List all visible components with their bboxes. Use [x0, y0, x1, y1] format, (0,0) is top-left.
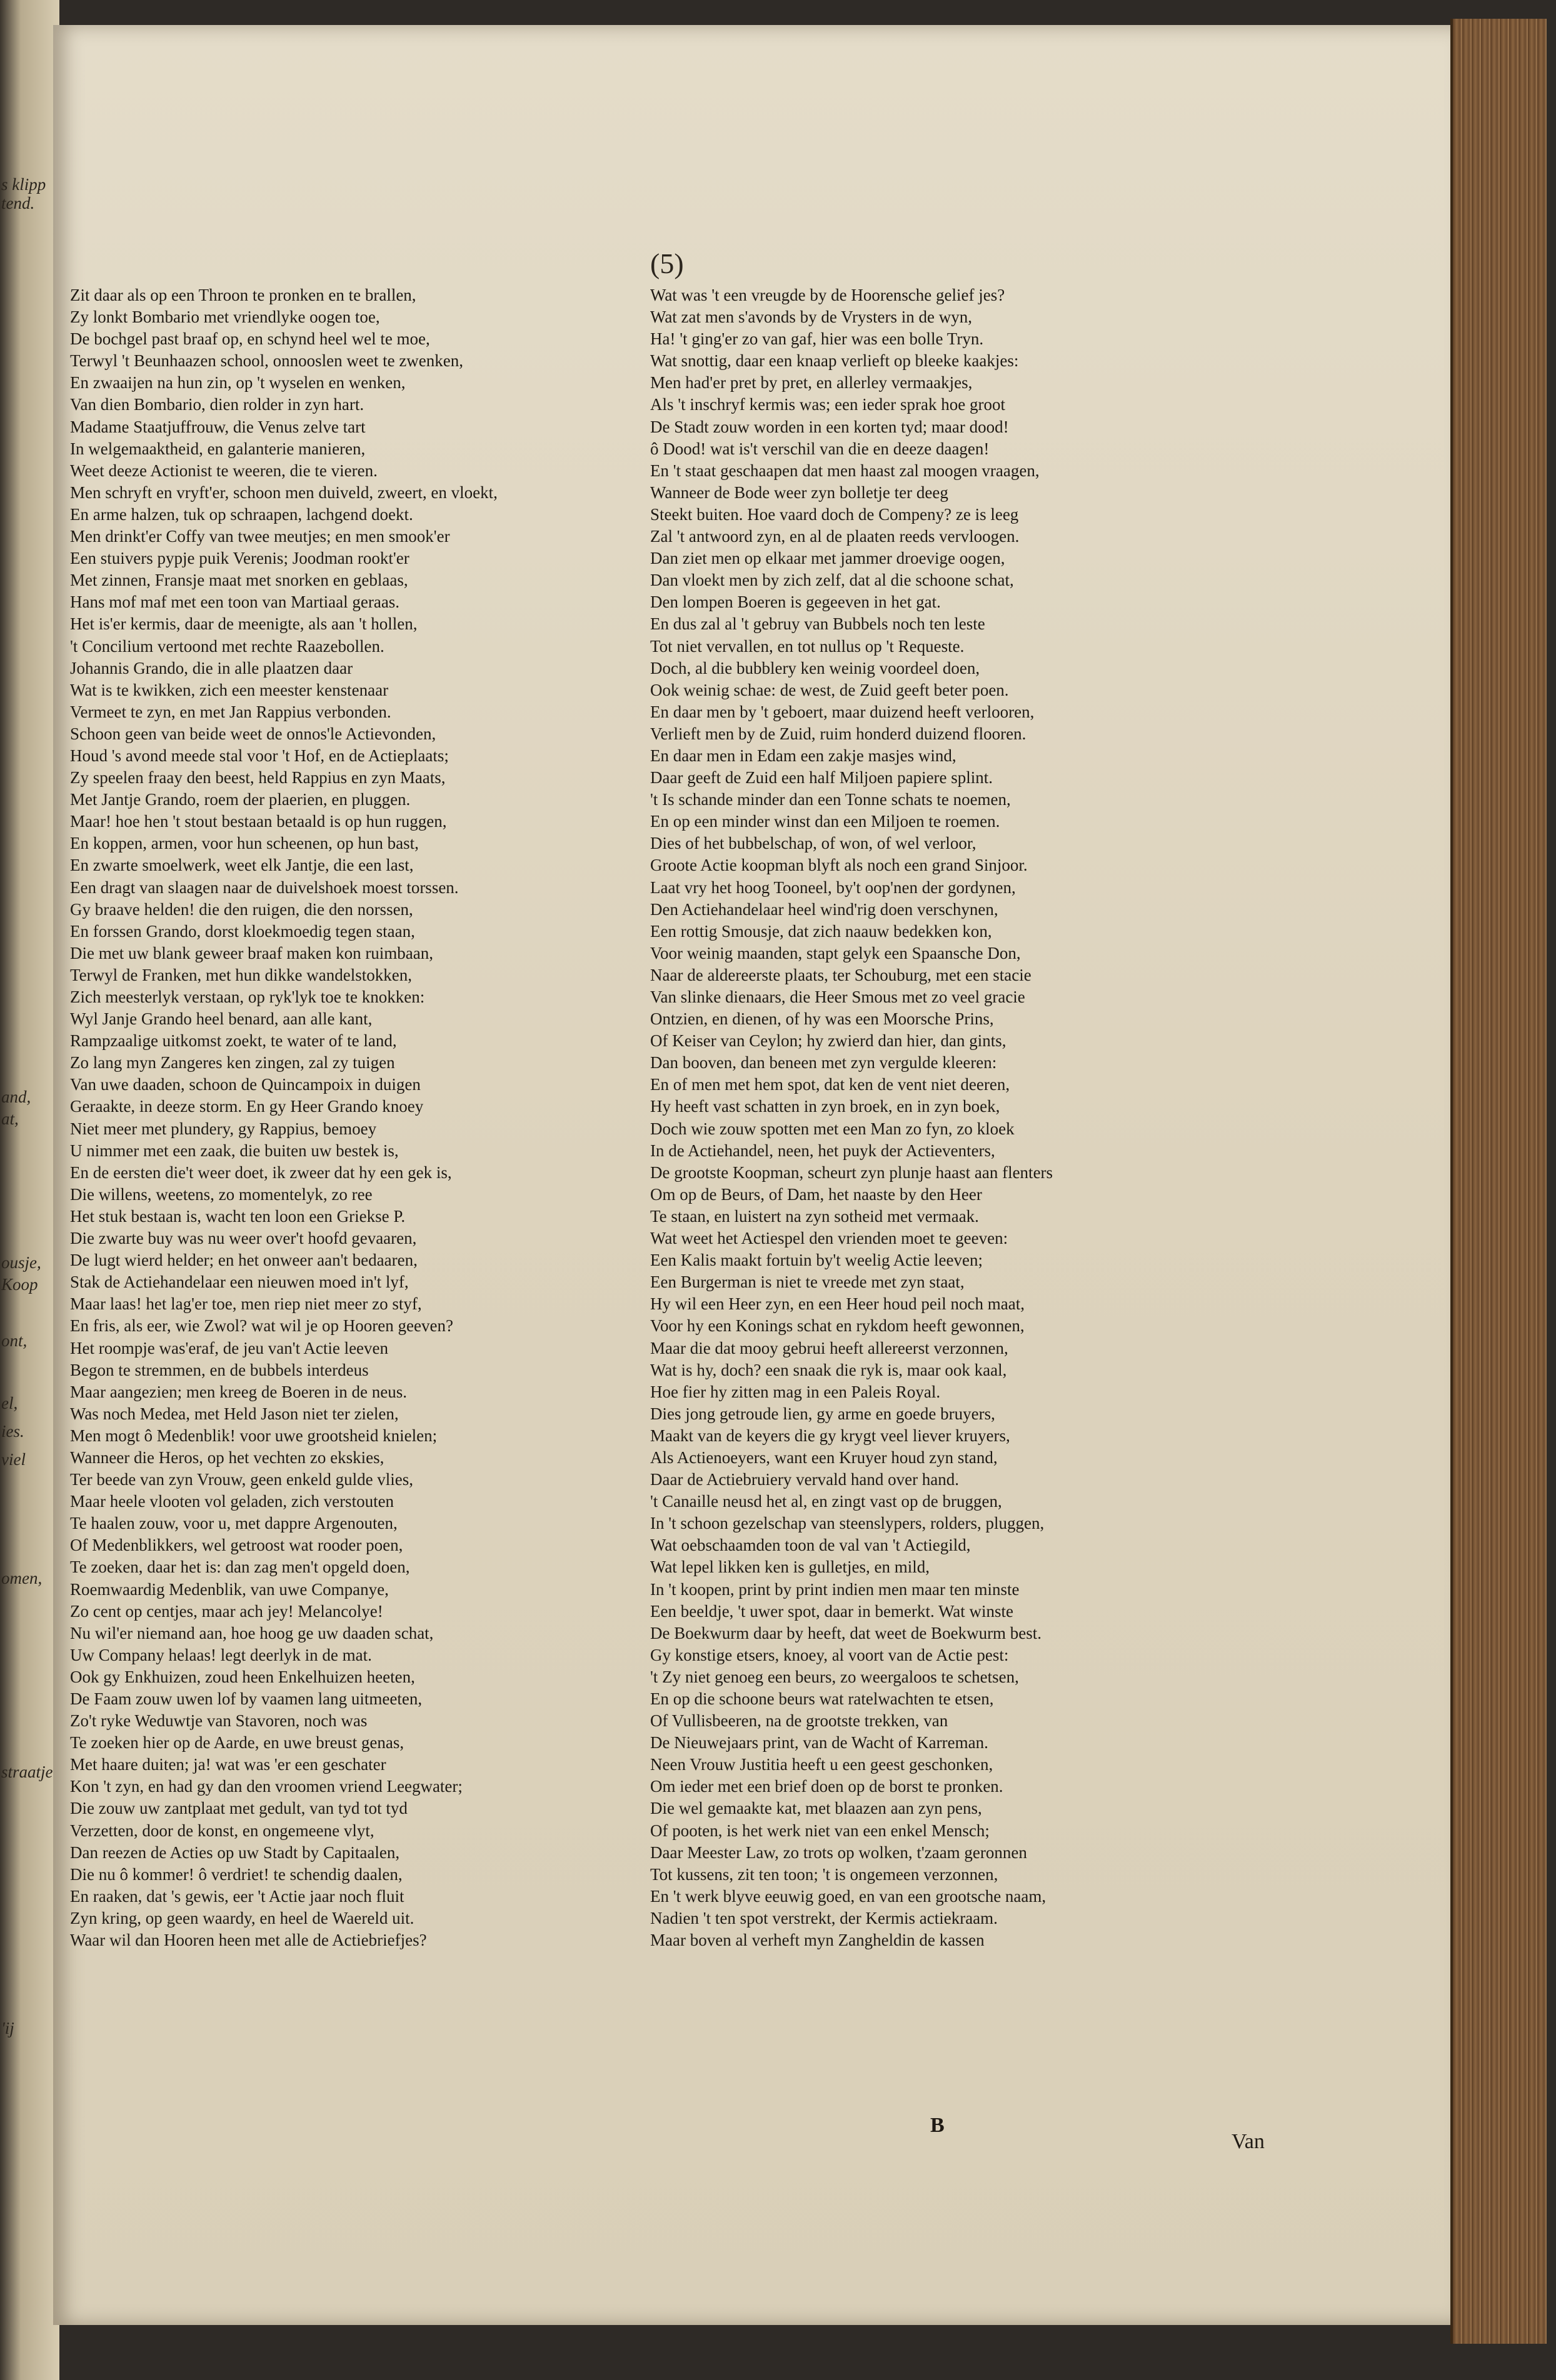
verse-line: Tot niet vervallen, en tot nullus op 't Requeste. — [650, 636, 965, 656]
verse-line: Kon 't zyn, en had gy dan den vroomen vriend Leegwater; — [70, 1777, 463, 1796]
verse-line: Die willens, weetens, zo momentelyk, zo ree — [70, 1184, 373, 1204]
verse-line: En raaken, dat 's gewis, eer 't Actie jaar noch fluit — [70, 1886, 404, 1906]
verse-line: Wat weet het Actiespel den vrienden moet te geeven: — [650, 1229, 1008, 1248]
verse-line: Nu wil'er niemand aan, hoe hoog ge uw daaden schat, — [70, 1623, 434, 1642]
verse-line: Doch wie zouw spotten met een Man zo fyn, zo kloek — [650, 1119, 1015, 1138]
left-text-column — [70, 284, 689, 1951]
left-page-fragment: straatje — [1, 1762, 53, 1781]
verse-line: Zy lonkt Bombario met vriendlyke oogen toe, — [70, 308, 380, 327]
verse-line: En op die schoone beurs wat ratelwachten te etsen, — [650, 1689, 994, 1708]
verse-line: Of Keiser van Ceylon; hy zwierd dan hier, dan gints, — [650, 1031, 1006, 1051]
verse-line: Een rottig Smousje, dat zich naauw bedekken kon, — [650, 921, 992, 941]
verse-line: Dies of het bubbelschap, of won, of wel verloor, — [650, 834, 976, 853]
verse-line: Neen Vrouw Justitia heeft u een geest geschonken, — [650, 1755, 993, 1774]
verse-line: Om op de Beurs, of Dam, het naaste by den Heer — [650, 1184, 982, 1204]
left-page-fragment: s klipp — [1, 175, 46, 194]
verse-line: Maar! hoe hen 't stout bestaan betaald is op hun ruggen, — [70, 812, 447, 831]
verse-line: Hy wil een Heer zyn, en een Heer houd peil noch maat, — [650, 1294, 1025, 1314]
verse-line: Dan ziet men op elkaar met jammer droevige oogen, — [650, 549, 1005, 568]
verse-line: Wat is te kwikken, zich een meester kenstenaar — [70, 680, 389, 699]
verse-line: Of Medenblikkers, wel getroost wat rooder poen, — [70, 1536, 403, 1555]
verse-line: U nimmer met een zaak, die buiten uw bestek is, — [70, 1141, 399, 1160]
verse-line: En daar men by 't geboert, maar duizend heeft verlooren, — [650, 702, 1035, 721]
verse-line: Het stuk bestaan is, wacht ten loon een Griekse P. — [70, 1206, 406, 1226]
verse-line: Uw Company helaas! legt deerlyk in de mat. — [70, 1645, 372, 1664]
verse-line: Een dragt van slaagen naar de duivelshoek moest torssen. — [70, 878, 459, 897]
verse-line: Wat was 't een vreugde by de Hoorensche gelief jes? — [650, 286, 1005, 304]
verse-line: Te zoeken hier op de Aarde, en uwe breust genas, — [70, 1733, 404, 1752]
verse-line: Tot kussens, zit ten toon; 't is ongemeen verzonnen, — [650, 1864, 998, 1884]
verse-line: En 't werk blyve eeuwig goed, en van een grootsche naam, — [650, 1886, 1047, 1906]
verse-line: Wat oebschaamden toon de val van 't Actiegild, — [650, 1536, 971, 1555]
verse-line: 't Zy niet genoeg een beurs, zo weergaloos te schetsen, — [650, 1667, 1019, 1686]
verse-line: Zal 't antwoord zyn, en al de plaaten reeds vervloogen. — [650, 527, 1020, 546]
verse-line: Wat snottig, daar een knaap verlieft op bleeke kaakjes: — [650, 351, 1019, 371]
verse-line: Groote Actie koopman blyft als noch een grand Sinjoor. — [650, 856, 1028, 875]
verse-line: De lugt wierd helder; en het onweer aan't bedaaren, — [70, 1251, 418, 1270]
verse-line: De Boekwurm daar by heeft, dat weet de Boekwurm best. — [650, 1623, 1042, 1642]
verse-line: Of pooten, is het werk niet van een enkel Mensch; — [650, 1821, 990, 1840]
verse-line: En de eersten die't weer doet, ik zweer dat hy een gek is, — [70, 1162, 452, 1182]
verse-line: Een Kalis maakt fortuin by't weelig Actie leeven; — [650, 1251, 983, 1270]
right-text-column — [650, 284, 1275, 1951]
verse-line: Men drinkt'er Coffy van twee meutjes; en men smook'er — [70, 527, 450, 546]
verse-line: Was noch Medea, met Held Jason niet ter zielen, — [70, 1404, 399, 1423]
verse-line: En of men met hem spot, dat ken de vent niet deeren, — [650, 1075, 1010, 1094]
verse-line: Laat vry het hoog Tooneel, by't oop'nen der gordynen, — [650, 878, 1016, 897]
verse-line: En forssen Grando, dorst kloekmoedig tegen staan, — [70, 921, 415, 941]
verse-line: Doch, al die bubblery ken weinig voordeel doen, — [650, 658, 980, 678]
verse-line: Als Actienoeyers, want een Kruyer houd zyn stand, — [650, 1448, 998, 1467]
signature-mark: B — [930, 2114, 945, 2137]
verse-line: Begon te stremmen, en de bubbels interdeus — [70, 1360, 369, 1379]
verse-line: Als 't inschryf kermis was; een ieder sprak hoe groot — [650, 395, 1005, 414]
verse-line: De Nieuwejaars print, van de Wacht of Karreman. — [650, 1733, 988, 1752]
verse-line: Stak de Actiehandelaar een nieuwen moed in't lyf, — [70, 1272, 409, 1292]
verse-line: Van dien Bombario, dien rolder in zyn hart. — [70, 395, 364, 414]
verse-line: Een Burgerman is niet te vreede met zyn staat, — [650, 1272, 965, 1292]
verse-line: De Faam zouw uwen lof by vaamen lang uitmeeten, — [70, 1689, 423, 1708]
verse-line: Ha! 't ging'er zo van gaf, hier was een bolle Tryn. — [650, 329, 984, 349]
verse-line: Maar laas! het lag'er toe, men riep niet meer zo styf, — [70, 1294, 422, 1314]
verse-line: Hans mof maf met een toon van Martiaal geraas. — [70, 592, 400, 612]
verse-line: Die zouw uw zantplaat met gedult, van tyd tot tyd — [70, 1799, 408, 1818]
verse-line: Rampzaalige uitkomst zoekt, te water of te land, — [70, 1031, 397, 1051]
verse-line: Zyn kring, op geen waardy, en heel de Waereld uit. — [70, 1908, 414, 1928]
catchword: Van — [1232, 2130, 1265, 2153]
verse-line: En arme halzen, tuk op schraapen, lachgend doekt. — [70, 504, 413, 524]
verse-line: Johannis Grando, die in alle plaatzen daar — [70, 658, 353, 678]
verse-line: Het roompje was'eraf, de jeu van't Actie leeven — [70, 1338, 389, 1358]
verse-line: Die met uw blank geweer braaf maken kon ruimbaan, — [70, 943, 434, 962]
verse-line: En dus zal al 't gebruy van Bubbels noch ten leste — [650, 614, 985, 634]
verse-line: Naar de aldereerste plaats, ter Schouburg, met een stacie — [650, 965, 1031, 984]
verse-line: Men schryft en vryft'er, schoon men duiveld, zweert, en vloekt, — [70, 482, 498, 502]
verse-line: Wat is hy, doch? een snaak die ryk is, maar ook kaal, — [650, 1360, 1007, 1379]
verse-line: Dies jong getroude lien, gy arme en goede bruyers, — [650, 1404, 995, 1423]
verse-line: Wat zat men s'avonds by de Vrysters in de wyn, — [650, 308, 972, 327]
page-block-edge — [1450, 19, 1547, 2344]
verse-line: Die zwarte buy was nu weer over't hoofd gevaaren, — [70, 1229, 417, 1248]
verse-line: Die nu ô kommer! ô verdriet! te schendig daalen, — [70, 1864, 403, 1884]
verse-line: Daar de Actiebruiery vervald hand over hand. — [650, 1470, 960, 1489]
verse-line: Steekt buiten. Hoe vaard doch de Compeny? ze is leeg — [650, 504, 1019, 524]
verse-line: Maar boven al verheft myn Zangheldin de kassen — [650, 1931, 985, 1950]
verse-line: En daar men in Edam een zakje masjes wind, — [650, 746, 956, 765]
verse-line: En koppen, armen, voor hun scheenen, op hun bast, — [70, 834, 419, 853]
verse-line: 't Is schande minder dan een Tonne schats te noemen, — [650, 790, 1011, 809]
verse-line: Vermeet te zyn, en met Jan Rappius verbonden. — [70, 702, 391, 721]
verse-line: Zit daar als op een Throon te pronken en te brallen, — [70, 286, 416, 304]
page-number: (5) — [650, 248, 684, 279]
verse-line: Men mogt ô Medenblik! voor uwe grootsheid knielen; — [70, 1426, 438, 1445]
verse-line: Dan vloekt men by zich zelf, dat al die schoone schat, — [650, 571, 1014, 590]
verse-line: Maar aangezien; men kreeg de Boeren in de neus. — [70, 1382, 408, 1401]
verse-line: Een stuivers pypje puik Verenis; Joodman rookt'er — [70, 549, 409, 568]
verse-line: Het is'er kermis, daar de meenigte, als aan 't hollen, — [70, 614, 418, 634]
verse-line: Gy konstige etsers, knoey, al voort van de Actie pest: — [650, 1645, 1009, 1664]
verse-line: ô Dood! wat is't verschil van die en deeze daagen! — [650, 439, 990, 458]
left-page-fragment: at, — [1, 1109, 19, 1128]
verse-line: Niet meer met plundery, gy Rappius, bemoey — [70, 1119, 377, 1138]
verse-line: Madame Staatjuffrouw, die Venus zelve tart — [70, 417, 366, 436]
verse-line: Geraakte, in deeze storm. En gy Heer Grando knoey — [70, 1097, 424, 1116]
verse-line: Te staan, en luistert na zyn sotheid met vermaak. — [650, 1206, 979, 1226]
verse-line: Een beeldje, 't uwer spot, daar in bemerkt. Wat winste — [650, 1601, 1014, 1621]
verse-line: Verzetten, door de konst, en ongemeene vlyt, — [70, 1821, 374, 1840]
verse-line: Maar heele vlooten vol geladen, zich verstouten — [70, 1492, 394, 1511]
verse-line: Zy speelen fraay den beest, held Rappius en zyn Maats, — [70, 768, 446, 788]
verse-line: Om ieder met een brief doen op de borst te pronken. — [650, 1777, 1003, 1796]
left-page-fragment: omen, — [1, 1569, 43, 1588]
verse-line: In welgemaaktheid, en galanterie manieren, — [70, 439, 366, 458]
verse-line: En fris, als eer, wie Zwol? wat wil je op Hooren geeven? — [70, 1316, 453, 1336]
verse-line: 't Canaille neusd het al, en zingt vast op de bruggen, — [650, 1492, 1002, 1511]
verse-line: Zo cent op centjes, maar ach jey! Melancolye! — [70, 1601, 383, 1621]
verse-line: In 't schoon gezelschap van steenslypers, rolders, pluggen, — [650, 1514, 1045, 1533]
verse-line: Voor weinig maanden, stapt gelyk een Spaansche Don, — [650, 943, 1021, 962]
left-page-fragment: ont, — [1, 1331, 28, 1350]
verse-line: De Stadt zouw worden in een korten tyd; maar dood! — [650, 417, 1009, 436]
verse-line: Te haalen zouw, voor u, met dappre Argenouten, — [70, 1514, 398, 1533]
left-page-fragment: ies. — [1, 1422, 24, 1441]
verse-line: Houd 's avond meede stal voor 't Hof, en de Actieplaats; — [70, 746, 449, 765]
verse-line: 't Concilium vertoond met rechte Raazebollen. — [70, 636, 384, 656]
verse-line: Schoon geen van beide weet de onnos'le Actievonden, — [70, 724, 436, 743]
verse-line: En op een minder winst dan een Miljoen te roemen. — [650, 812, 1000, 831]
verse-line: In de Actiehandel, neen, het puyk der Actieventers, — [650, 1141, 995, 1160]
verse-line: Van uwe daaden, schoon de Quincampoix in duigen — [70, 1075, 421, 1094]
verse-line: Maakt van de keyers die gy krygt veel liever kruyers, — [650, 1426, 1010, 1445]
verse-line: Of Vullisbeeren, na de grootste trekken, van — [650, 1711, 948, 1731]
verse-line: Met haare duiten; ja! wat was 'er een geschater — [70, 1755, 386, 1774]
verse-line: Met Jantje Grando, roem der plaerien, en pluggen. — [70, 790, 411, 809]
verse-line: Ontzien, en dienen, of hy was een Moorsche Prins, — [650, 1009, 994, 1029]
left-page-fragment: tend. — [1, 194, 35, 212]
verse-line: Zo lang myn Zangeres ken zingen, zal zy tuigen — [70, 1053, 395, 1072]
verse-line: Hy heeft vast schatten in zyn broek, en in zyn boek, — [650, 1097, 1000, 1116]
verse-line: Wanneer de Bode weer zyn bolletje ter deeg — [650, 482, 948, 502]
verse-line: Wyl Janje Grando heel benard, aan alle kant, — [70, 1009, 373, 1029]
verse-line: Ook gy Enkhuizen, zoud heen Enkelhuizen heeten, — [70, 1667, 415, 1686]
verse-line: Dan booven, dan beneen met zyn vergulde kleeren: — [650, 1053, 997, 1072]
verse-line: Ter beede van zyn Vrouw, geen enkeld gulde vlies, — [70, 1470, 414, 1489]
verse-line: Den Actiehandelaar heel wind'rig doen verschynen, — [650, 899, 998, 919]
verse-line: En zwarte smoelwerk, weet elk Jantje, die een last, — [70, 856, 414, 875]
verse-line: Roemwaardig Medenblik, van uwe Companye, — [70, 1579, 389, 1599]
verse-line: En zwaaijen na hun zin, op 't wyselen en wenken, — [70, 373, 406, 392]
verse-line: Den lompen Boeren is gegeeven in het gat. — [650, 592, 941, 612]
verse-line: Daar Meester Law, zo trots op wolken, t'zaam geronnen — [650, 1842, 1027, 1862]
verse-line: Gy braave helden! die den ruigen, die den norssen, — [70, 899, 413, 919]
left-page-fragment: el, — [1, 1394, 18, 1412]
verse-line: De grootste Koopman, scheurt zyn plunje haast aan flenters — [650, 1162, 1053, 1182]
verse-line: Terwyl de Franken, met hun dikke wandelstokken, — [70, 965, 412, 984]
verse-line: Met zinnen, Fransje maat met snorken en geblaas, — [70, 571, 408, 590]
left-page-fragment: viel — [1, 1450, 26, 1469]
verse-line: En 't staat geschaapen dat men haast zal moogen vraagen, — [650, 461, 1040, 480]
verse-line: Wat lepel likken ken is gulletjes, en mild, — [650, 1558, 930, 1577]
verse-line: Ook weinig schae: de west, de Zuid geeft beter poen. — [650, 680, 1009, 699]
verse-line: Zich meesterlyk verstaan, op ryk'lyk toe te knokken: — [70, 988, 425, 1006]
verse-line: Maar die dat mooy gebrui heeft allereerst verzonnen, — [650, 1338, 1008, 1358]
verse-line: Wanneer die Heros, op het vechten zo ekskies, — [70, 1448, 384, 1467]
verse-line: Zo't ryke Weduwtje van Stavoren, noch was — [70, 1711, 368, 1731]
verse-line: Verlieft men by de Zuid, ruim honderd duizend flooren. — [650, 724, 1026, 743]
verse-line: Men had'er pret by pret, en allerley vermaakjes, — [650, 373, 973, 392]
verse-line: In 't koopen, print by print indien men maar ten minste — [650, 1579, 1020, 1599]
verse-line: Waar wil dan Hooren heen met alle de Actiebriefjes? — [70, 1931, 427, 1950]
verse-line: Die wel gemaakte kat, met blaazen aan zyn pens, — [650, 1799, 982, 1818]
verse-line: Daar geeft de Zuid een half Miljoen papiere splint. — [650, 768, 993, 788]
verse-line: Weet deeze Actionist te weeren, die te vieren. — [70, 461, 378, 480]
verse-line: Voor hy een Konings schat en rykdom heeft gewonnen, — [650, 1316, 1025, 1336]
left-page-fragment: 'ij — [1, 2019, 14, 2038]
verse-line: Hoe fier hy zitten mag in een Paleis Royal. — [650, 1382, 941, 1401]
verse-line: De bochgel past braaf op, en schynd heel wel te moe, — [70, 329, 430, 349]
verse-line: Dan reezen de Acties op uw Stadt by Capitaalen, — [70, 1842, 400, 1862]
left-page-fragment: ousje, — [1, 1253, 41, 1272]
left-page-fragment: and, — [1, 1088, 31, 1106]
verse-line: Terwyl 't Beunhaazen school, onnooslen weet te zwenken, — [70, 351, 464, 371]
left-page-fragment: Koop — [1, 1275, 38, 1294]
verse-line: Nadien 't ten spot verstrekt, der Kermis actiekraam. — [650, 1908, 998, 1928]
verse-line: Van slinke dienaars, die Heer Smous met zo veel gracie — [650, 988, 1025, 1006]
verse-line: Te zoeken, daar het is: dan zag men't opgeld doen, — [70, 1558, 410, 1577]
